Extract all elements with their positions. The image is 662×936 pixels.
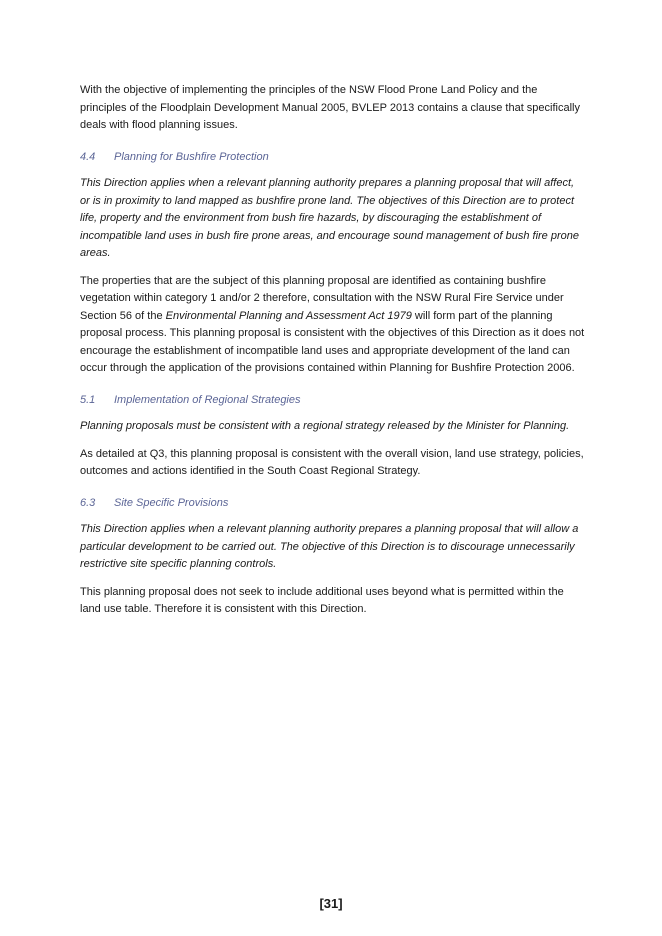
section-heading-4-4 [80,149,585,167]
direction-text-6-3: This Direction applies when a relevant planning authority prepares a planning proposal that will allow a particular development to be carried out. The objective of this Direction is to discourage unnecessarily restrictive site specific planning controls. [80,523,579,570]
page-number: [31] [319,896,343,911]
response-paragraph-5-1: As detailed at Q3, this planning proposal is consistent with the overall vision, land use strategy, policies, outcomes and actions identified in the South Coast Regional Strategy. [80,447,584,477]
section-number: 4.4 [80,150,96,163]
response-paragraph-6-3: This planning proposal does not seek to include additional uses beyond what is permitted within the land use table. Therefore it is consistent with this Direction. [80,585,564,615]
response-paragraph-4-4 [80,273,585,378]
direction-text-4-4: This Direction applies when a relevant planning authority prepares a planning proposal that will affect, or is in proximity to land mapped as bushfire prone land. The objectives of this Direction are to protect life, property and the environment from bush fire hazards, by discouraging the establishment of incompatible land uses in bush fire prone areas, and encourage sound management of bush fire prone areas. [80,177,579,259]
intro-paragraph: With the objective of implementing the principles of the NSW Flood Prone Land Policy and the principles of the Floodplain Development Manual 2005, BVLEP 2013 contains a clause that specifically deals with flood planning issues. [80,84,580,131]
section-heading-6-3 [80,495,585,513]
section-number: 6.3 [80,496,96,509]
direction-text-5-1: Planning proposals must be consistent with a regional strategy released by the Minister for Planning. [80,420,570,432]
section-title: Site Specific Provisions [114,496,229,509]
section-number: 5.1 [80,393,96,406]
section-heading-5-1 [80,392,585,410]
page-body [80,82,585,629]
section-title: Implementation of Regional Strategies [114,393,301,406]
response-text-part-a: The properties that are the subject of this planning proposal are identified as containing bushfire vegetation within category 1 and/or 2 therefore, consultation with the NSW Rural Fire Service under Section 56 of the [80,274,564,322]
section-title: Planning for Bushfire Protection [114,150,269,163]
act-title: Environmental Planning and Assessment Act 1979 [165,309,412,322]
response-text-part-b: will form part of the planning proposal process. This planning proposal is consistent with the objectives of this Direction as it does not encourage the establishment of incompatible land uses and appropriate development of the land can occur through the application of the provisions contained within Planning for Bushfire Protection 2006. [80,309,585,374]
